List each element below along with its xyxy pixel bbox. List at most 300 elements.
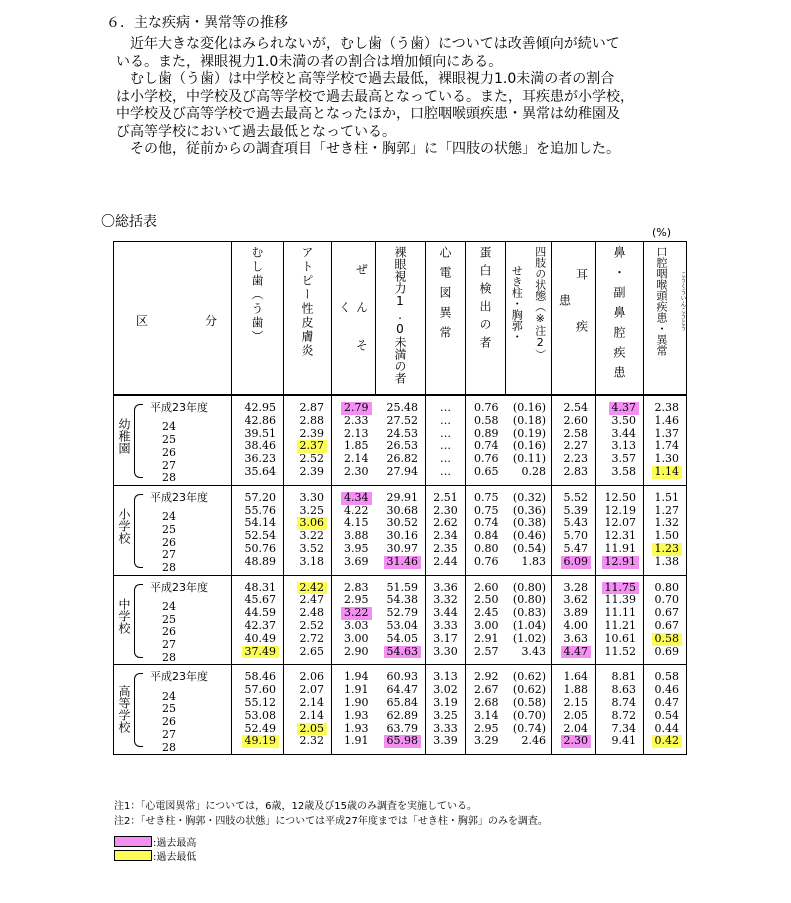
cell-value: 4.37 [609,402,640,415]
year-label: 25 [162,702,176,716]
table-cell [376,633,426,646]
table-cell [332,735,376,754]
legend-max-label: :過去最高 [153,838,197,849]
legend-min-label: :過去最低 [153,852,197,863]
header-ecg: 心電図異常 [426,242,466,396]
cell-value: 52.79 [386,606,418,620]
cell-value: 65.84 [386,695,418,709]
table-cell [644,710,687,723]
cell-value: 4.00 [563,618,588,632]
cell-value: 8.81 [611,670,636,684]
cell-value: 11.11 [604,606,636,620]
cell-value: 3.06 [297,517,328,530]
table-row [114,665,687,684]
cell-value: (0.16) [512,439,546,453]
cell-value: 1.30 [654,452,679,466]
cell-value: 0.58 [654,670,679,684]
table-cell [506,620,552,633]
cell-value: … [440,401,451,414]
header-spine-limbs [506,242,552,396]
cell-value: 60.93 [386,670,418,684]
cell-value: 2.32 [299,734,324,748]
cell-value: 30.68 [386,503,418,517]
cell-value: 3.36 [433,580,458,594]
table-cell [284,646,332,665]
header-spine-line-2: せき柱・胸郭・ [510,264,524,342]
cell-value: 1.27 [654,503,679,517]
table-cell [376,620,426,633]
cell-value: 11.21 [604,618,636,632]
cell-value: (0.62) [512,670,546,684]
table-cell [552,575,596,594]
year-label: 平成23年度 [150,401,208,414]
intro-line-7: その他，従前からの調査項目「せき柱・胸郭」に「四肢の状態」を追加した。 [116,141,620,157]
cell-value: 9.41 [611,734,636,748]
cell-value: 0.28 [521,464,546,478]
cell-value: 3.03 [344,618,369,632]
table-cell [596,575,644,594]
cell-value: 2.38 [654,401,679,414]
header-ear: 耳疾患 [552,242,596,396]
cell-value: 2.60 [563,413,588,427]
cell-value: 0.70 [654,593,679,607]
table-cell [506,485,552,504]
school-label: 小学校 [117,507,131,544]
cell-value: (0.46) [512,529,546,543]
table-cell [506,466,552,485]
legend-max [114,834,196,849]
cell-value: 1.23 [652,543,683,556]
table-cell [506,633,552,646]
table-cell [506,575,552,594]
cell-value: 2.06 [299,670,324,684]
table-cell [644,543,687,556]
cell-value: 0.76 [474,401,499,414]
cell-value: 2.48 [299,606,324,620]
table-cell [332,646,376,665]
note-2: 注2：「せき柱・胸郭・四肢の状態」については平成27年度までは「せき柱・胸郭」のみを調査。 [114,816,548,827]
row-label [114,723,232,741]
table-cell [426,646,466,665]
table-cell [466,485,506,504]
cell-value: 2.05 [563,708,588,722]
section-heading: ６．主な疾病・異常等の推移 [106,15,288,31]
cell-value: 2.67 [474,683,499,697]
cell-value: 2.58 [563,426,588,440]
table-cell [426,620,466,633]
table-row [114,710,687,723]
cell-value: 11.75 [602,582,640,595]
cell-value: 2.79 [341,402,372,415]
cell-value: 12.50 [604,490,636,504]
table-cell [332,556,376,575]
cell-value: 1.64 [563,670,588,684]
table-cell [284,735,332,754]
table-cell [596,395,644,415]
table-cell [332,485,376,504]
table-cell [552,395,596,415]
cell-value: 3.44 [611,426,636,440]
cell-value: 5.70 [563,529,588,543]
table-cell [552,697,596,710]
header-throat-label: 口腔咽喉頭疾患・異常 [655,246,668,356]
summary-table [113,241,687,755]
cell-value: 1.37 [654,426,679,440]
cell-value: 3.62 [563,593,588,607]
table-cell [466,415,506,428]
table-cell [596,620,644,633]
table-body [114,395,687,755]
table-cell [332,415,376,428]
cell-value: 37.49 [242,646,280,659]
table-cell [332,395,376,415]
table-cell [552,646,596,665]
year-label: 27 [162,727,176,741]
cell-value: 2.35 [433,541,458,555]
table-cell [426,575,466,594]
cell-value: 54.38 [386,593,418,607]
header-throat-ruby: こうくういんこうとう [679,271,686,331]
cell-value: 44.59 [244,606,276,620]
cell-value: 63.79 [386,721,418,735]
cell-value: 2.91 [474,631,499,645]
row-label [114,556,232,575]
table-row [114,620,687,633]
row-label [114,594,232,613]
cell-value: 1.93 [344,708,369,722]
year-label: 平成23年度 [150,490,208,504]
year-label: 28 [162,740,176,754]
cell-value: 0.44 [654,721,679,735]
cell-value: 2.34 [433,529,458,543]
row-label [114,620,232,639]
cell-value: 52.49 [244,721,276,735]
school-label: 高等学校 [117,685,131,734]
table-cell [644,735,687,754]
cell-value: 5.52 [563,490,588,504]
table-cell [426,710,466,723]
header-nose: 鼻・副鼻腔疾患 [596,242,644,396]
cell-value: 8.74 [611,695,636,709]
cell-value: 30.52 [386,516,418,530]
table-row [114,575,687,594]
year-label: 27 [162,458,176,472]
school-label: 幼稚園 [117,418,131,454]
year-label: 28 [162,650,176,664]
table-cell [376,485,426,504]
table-cell [506,395,552,415]
cell-value: 0.76 [474,554,499,568]
cell-value: 3.88 [344,529,369,543]
table-cell [376,415,426,428]
cell-value: 2.23 [563,452,588,466]
table-cell [232,710,284,723]
cell-value: 3.25 [433,708,458,722]
cell-value: 2.42 [297,582,328,595]
cell-value: 2.51 [433,490,458,504]
cell-value: 2.54 [563,401,588,414]
cell-value: 29.91 [386,490,418,504]
year-label: 平成23年度 [150,580,208,594]
row-label [114,530,232,549]
cell-value: (0.74) [512,721,546,735]
table-cell [506,415,552,428]
cell-value: 4.34 [341,492,372,505]
year-label: 27 [162,638,176,652]
cell-value: 2.30 [344,464,369,478]
cell-value: (0.80) [512,593,546,607]
table-cell [506,710,552,723]
cell-value: 3.17 [433,631,458,645]
table-cell [552,415,596,428]
table-cell [284,575,332,594]
cell-value: 7.34 [611,721,636,735]
cell-value: 2.92 [474,670,499,684]
cell-value: 24.53 [386,426,418,440]
cell-value: … [440,464,451,478]
row-label [114,633,232,652]
table-cell [466,646,506,665]
cell-value: 0.42 [652,735,683,748]
cell-value: (0.54) [512,541,546,555]
cell-value: 2.68 [474,695,499,709]
table-cell [466,710,506,723]
cell-value: 30.16 [386,529,418,543]
summary-table-title: 〇総括表 [101,214,157,230]
cell-value: 2.30 [433,503,458,517]
table-cell [332,575,376,594]
table-cell [376,556,426,575]
cell-value: 36.23 [244,452,276,466]
cell-value: 27.52 [386,413,418,427]
table-cell [232,735,284,754]
cell-value: 0.80 [474,541,499,555]
table-cell [232,543,284,556]
table-row [114,466,687,485]
cell-value: 2.04 [563,721,588,735]
cell-value: 5.47 [563,541,588,555]
cell-value: 3.30 [299,490,324,504]
header-throat [644,242,687,396]
cell-value: 1.51 [654,490,679,504]
legend-min [114,848,196,863]
cell-value: 42.37 [244,618,276,632]
table-cell [596,646,644,665]
cell-value: 12.07 [604,516,636,530]
table-cell [284,395,332,415]
row-label [114,466,232,485]
table-cell [466,575,506,594]
cell-value: 3.43 [521,644,546,658]
table-cell [232,697,284,710]
cell-value: 51.59 [386,580,418,594]
cell-value: 53.04 [386,618,418,632]
cell-value: 1.74 [654,439,679,453]
table-cell [284,620,332,633]
table-cell [376,646,426,665]
table-row [114,735,687,754]
cell-value: 2.44 [433,554,458,568]
cell-value: 3.44 [433,606,458,620]
table-cell [644,466,687,485]
year-label: 26 [162,625,176,639]
year-label: 24 [162,509,176,523]
year-label: 27 [162,548,176,562]
table-cell [506,646,552,665]
table-row [114,633,687,646]
row-label [114,735,232,754]
table-cell [284,415,332,428]
table-cell [596,415,644,428]
cell-value: 3.33 [433,721,458,735]
cell-value: 54.14 [244,516,276,530]
cell-value: 3.89 [563,606,588,620]
table-cell [284,466,332,485]
row-label [114,453,232,472]
cell-value: 2.47 [299,593,324,607]
table-cell [596,633,644,646]
cell-value: 4.15 [344,516,369,530]
cell-value: 40.49 [244,631,276,645]
table-cell [426,633,466,646]
cell-value: 0.75 [474,490,499,504]
cell-value: (0.58) [512,695,546,709]
cell-value: 2.95 [344,593,369,607]
table-cell [644,697,687,710]
table-cell [596,735,644,754]
table-cell [426,556,466,575]
cell-value: 0.65 [474,464,499,478]
table-cell [506,665,552,684]
cell-value: 54.05 [386,631,418,645]
cell-value: 12.19 [604,503,636,517]
year-label: 24 [162,689,176,703]
table-row [114,485,687,504]
cell-value: 50.76 [244,541,276,555]
cell-value: 3.00 [344,631,369,645]
table-cell [552,735,596,754]
cell-value: 3.14 [474,708,499,722]
table-row [114,395,687,415]
table-cell [426,735,466,754]
cell-value: (1.04) [512,618,546,632]
cell-value: 0.75 [474,503,499,517]
cell-value: (0.80) [512,580,546,594]
year-label: 28 [162,561,176,575]
cell-value: 0.58 [652,633,683,646]
table-cell [232,620,284,633]
cell-value: 48.89 [244,554,276,568]
cell-value: 30.97 [386,541,418,555]
cell-value: 1.46 [654,413,679,427]
legend-min-swatch [114,850,152,861]
table-cell [284,710,332,723]
cell-value: 3.39 [433,734,458,748]
table-cell [644,646,687,665]
cell-value: 1.50 [654,529,679,543]
cell-value: 57.20 [244,490,276,504]
cell-value: 49.19 [242,735,280,748]
cell-value: 3.95 [344,541,369,555]
table-cell [466,395,506,415]
cell-value: 10.61 [604,631,636,645]
cell-value: 3.02 [433,683,458,697]
cell-value: (0.19) [512,426,546,440]
cell-value: 2.14 [299,695,324,709]
cell-value: … [440,426,451,440]
cell-value: 1.88 [563,683,588,697]
year-label: 26 [162,445,176,459]
table-cell [426,415,466,428]
header-asthma: ぜんそく [332,242,376,396]
year-label: 26 [162,535,176,549]
cell-value: 3.13 [611,439,636,453]
cell-value: 26.53 [386,439,418,453]
table-cell [376,735,426,754]
cell-value: … [440,413,451,427]
header-caries: むし歯（う歯） [232,242,284,396]
table-cell [506,556,552,575]
cell-value: 53.08 [244,708,276,722]
cell-value: 4.22 [344,503,369,517]
cell-value: 3.25 [299,503,324,517]
cell-value: 2.13 [344,426,369,440]
table-cell [644,415,687,428]
cell-value: 3.63 [563,631,588,645]
cell-value: 3.28 [563,580,588,594]
row-label [114,646,232,665]
cell-value: … [440,452,451,466]
cell-value: 3.13 [433,670,458,684]
cell-value: 3.22 [341,607,372,620]
kubun-char-1: 区 [136,314,149,328]
header-vision: 裸眼視力1.0未満の者 [376,242,426,396]
table-cell [506,697,552,710]
table-cell [284,665,332,684]
cell-value: 42.95 [244,401,276,414]
cell-value: 2.14 [299,708,324,722]
table-cell [284,556,332,575]
cell-value: 0.89 [474,426,499,440]
cell-value: 0.76 [474,452,499,466]
cell-value: 64.47 [386,683,418,697]
cell-value: 3.00 [474,618,499,632]
cell-value: (1.02) [512,631,546,645]
table-header-row [114,242,687,396]
intro-line-3: むし歯（う歯）は中学校と高等学校で過去最低，裸眼視力1.0未満の者の割合 [116,71,615,87]
table-cell [552,633,596,646]
row-label [114,684,232,703]
table-cell [426,395,466,415]
table-cell [232,466,284,485]
table-cell [332,466,376,485]
year-label: 26 [162,715,176,729]
table-cell [332,710,376,723]
cell-value: 3.57 [611,452,636,466]
header-protein: 蛋白検出の者 [466,242,506,396]
cell-value: 2.62 [433,516,458,530]
intro-line-1: 近年大きな変化はみられないが，むし歯（う歯）については改善傾向が続いて [116,36,620,52]
year-label: 25 [162,612,176,626]
cell-value: 0.47 [654,695,679,709]
table-cell [426,466,466,485]
table-cell [596,543,644,556]
table-cell [466,697,506,710]
table-cell [552,620,596,633]
year-label: 25 [162,432,176,446]
table-cell [332,697,376,710]
header-kubun [114,242,232,396]
